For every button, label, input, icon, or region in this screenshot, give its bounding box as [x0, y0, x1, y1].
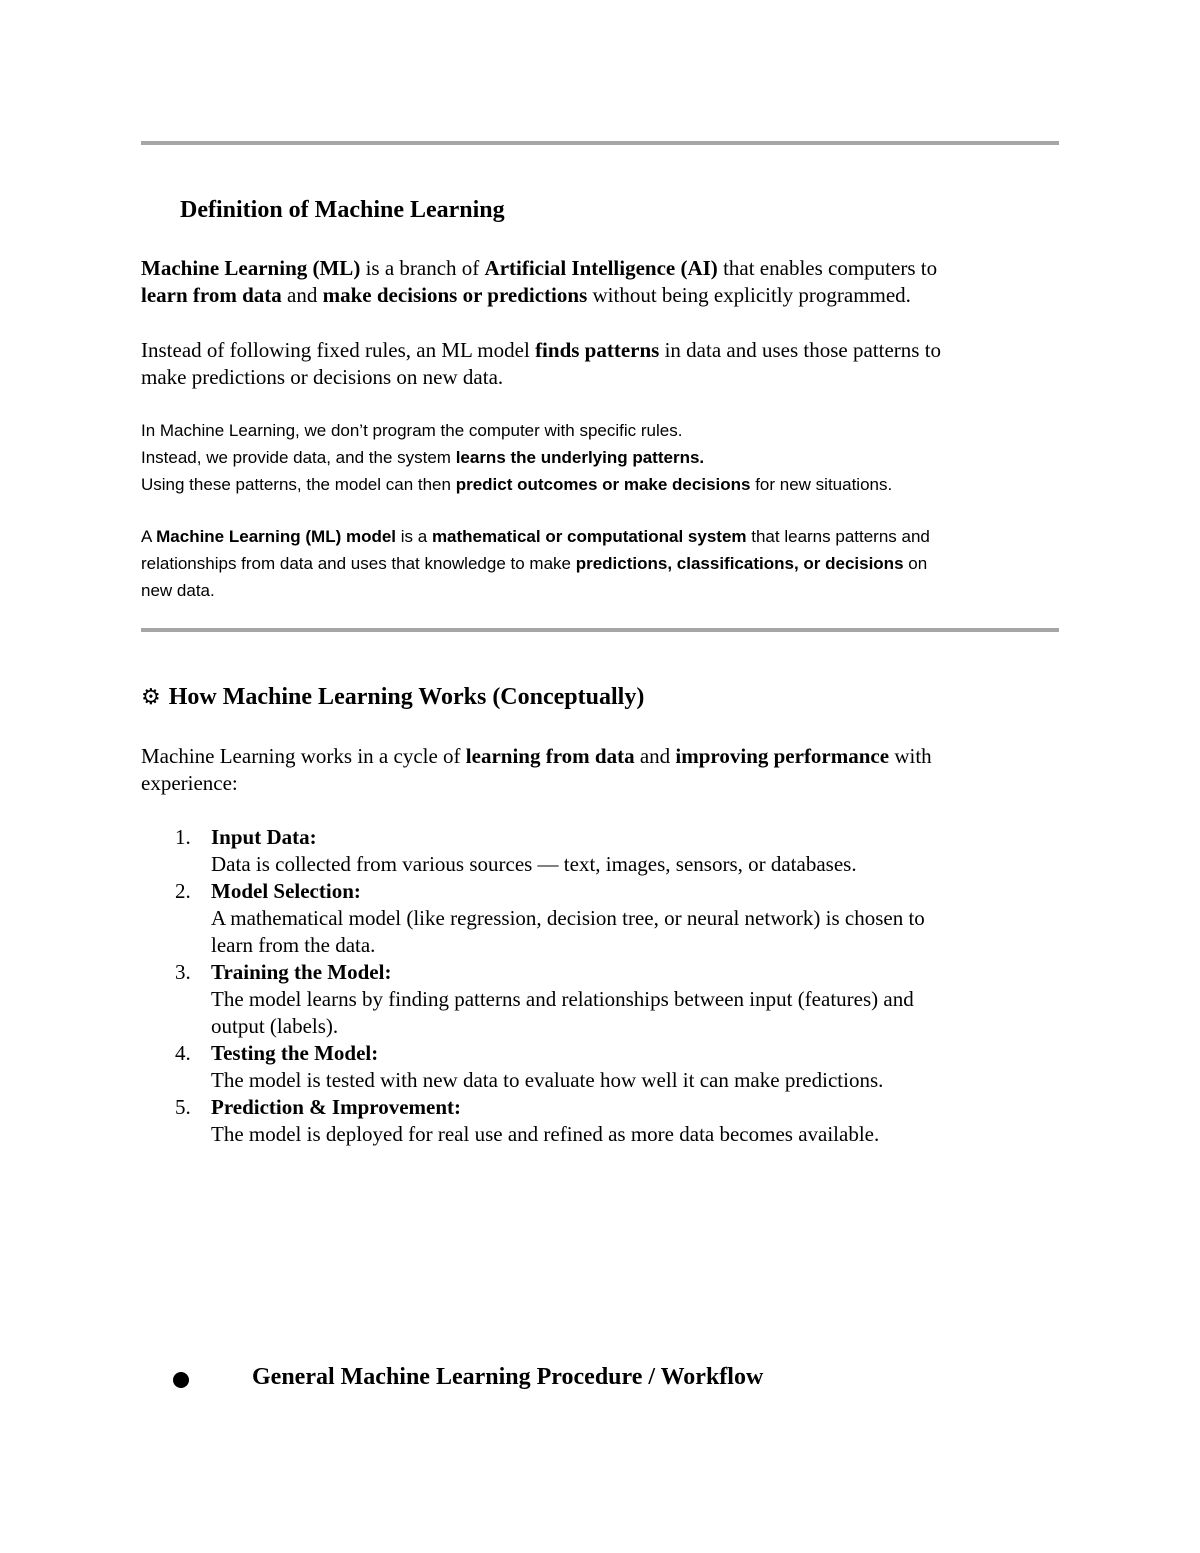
bullet-icon [173, 1372, 189, 1388]
step-title: Testing the Model: [211, 1041, 379, 1065]
step-title: Model Selection: [211, 879, 361, 903]
step-title: Prediction & Improvement: [211, 1095, 462, 1119]
step-description: The model is deployed for real use and refined as more data becomes available. [211, 1122, 880, 1146]
text-line [141, 471, 1059, 498]
text-line [141, 255, 1059, 282]
step-description: The model is tested with new data to evaluate how well it can make predictions. [211, 1068, 884, 1092]
bold-term: Artificial Intelligence (AI) [484, 256, 718, 280]
text-run: is a branch of [360, 256, 485, 280]
step-title: Training the Model: [211, 960, 392, 984]
text-run: Instead, we provide data, and the system [141, 448, 456, 467]
text-line [141, 523, 1059, 550]
text-line: make predictions or decisions on new data. [141, 365, 504, 389]
text-line: experience: [141, 771, 238, 795]
text-run: that enables computers to [717, 256, 938, 280]
text-line [141, 337, 1059, 364]
step-title: Input Data: [211, 825, 317, 849]
bold-term: predictions, classifications, or decisions [575, 554, 904, 573]
bold-term: Machine Learning (ML) model [156, 527, 397, 546]
list-number: 2. [175, 879, 191, 903]
text-line [141, 282, 1059, 309]
step-description: A mathematical model (like regression, decision tree, or neural network) is chosen to [211, 906, 925, 930]
section-title-workflow: General Machine Learning Procedure / Workflow [252, 1364, 764, 1390]
step-description: Data is collected from various sources — text, images, sensors, or databases. [211, 852, 857, 876]
text-run: without being explicitly programmed. [587, 283, 911, 307]
text-line [141, 743, 1059, 770]
bold-term: learns the underlying patterns. [455, 448, 705, 467]
list-item [141, 824, 1059, 878]
text-run: on [903, 554, 928, 573]
list-item [141, 878, 1059, 959]
heading-text: How Machine Learning Works (Conceptually) [168, 684, 645, 710]
text-run: Machine Learning works in a cycle of [141, 744, 466, 768]
bold-term: learn from data [141, 283, 282, 307]
step-description: output (labels). [211, 1014, 339, 1038]
list-number: 4. [175, 1041, 191, 1065]
text-run: Using these patterns, the model can then [141, 475, 456, 494]
horizontal-rule-top [141, 141, 1059, 145]
text-run: A [141, 527, 157, 546]
text-run: is a [396, 527, 432, 546]
section-title-how-it-works [141, 684, 644, 711]
list-number: 5. [175, 1095, 191, 1119]
text-run: with [889, 744, 932, 768]
text-run: and [281, 283, 323, 307]
list-number: 1. [175, 825, 191, 849]
list-item [141, 1094, 1059, 1148]
horizontal-rule-middle [141, 628, 1059, 632]
bold-term: make decisions or predictions [322, 283, 588, 307]
text-line: new data. [141, 581, 215, 600]
how-it-works-intro [141, 743, 1059, 797]
steps-list [141, 824, 1059, 1148]
text-run: relationships from data and uses that knowledge to make [141, 554, 576, 573]
text-run: in data and uses those patterns to [659, 338, 942, 362]
gear-icon: ⚙ [141, 684, 161, 709]
list-item [141, 1040, 1059, 1094]
text-run: and [634, 744, 676, 768]
list-item [141, 959, 1059, 1040]
bold-term: improving performance [675, 744, 890, 768]
bold-term: learning from data [465, 744, 635, 768]
text-line [141, 444, 1059, 471]
step-description: The model learns by finding patterns and relationships between input (features) and [211, 987, 914, 1011]
bold-term: mathematical or computational system [431, 527, 747, 546]
text-run: for new situations. [750, 475, 893, 494]
model-definition-paragraph [141, 523, 1059, 604]
text-run: Instead of following fixed rules, an ML model [141, 338, 536, 362]
definition-paragraph [141, 255, 1059, 309]
bold-term: predict outcomes or make decisions [455, 475, 751, 494]
text-run: that learns patterns and [746, 527, 930, 546]
patterns-paragraph [141, 337, 1059, 391]
list-number: 3. [175, 960, 191, 984]
explanation-paragraph [141, 417, 1059, 498]
step-description: learn from the data. [211, 933, 376, 957]
section-title-definition: Definition of Machine Learning [180, 197, 505, 223]
text-line: In Machine Learning, we don’t program the computer with specific rules. [141, 421, 683, 440]
bold-term: finds patterns [535, 338, 660, 362]
text-line [141, 550, 1059, 577]
bold-term: Machine Learning (ML) [141, 256, 361, 280]
